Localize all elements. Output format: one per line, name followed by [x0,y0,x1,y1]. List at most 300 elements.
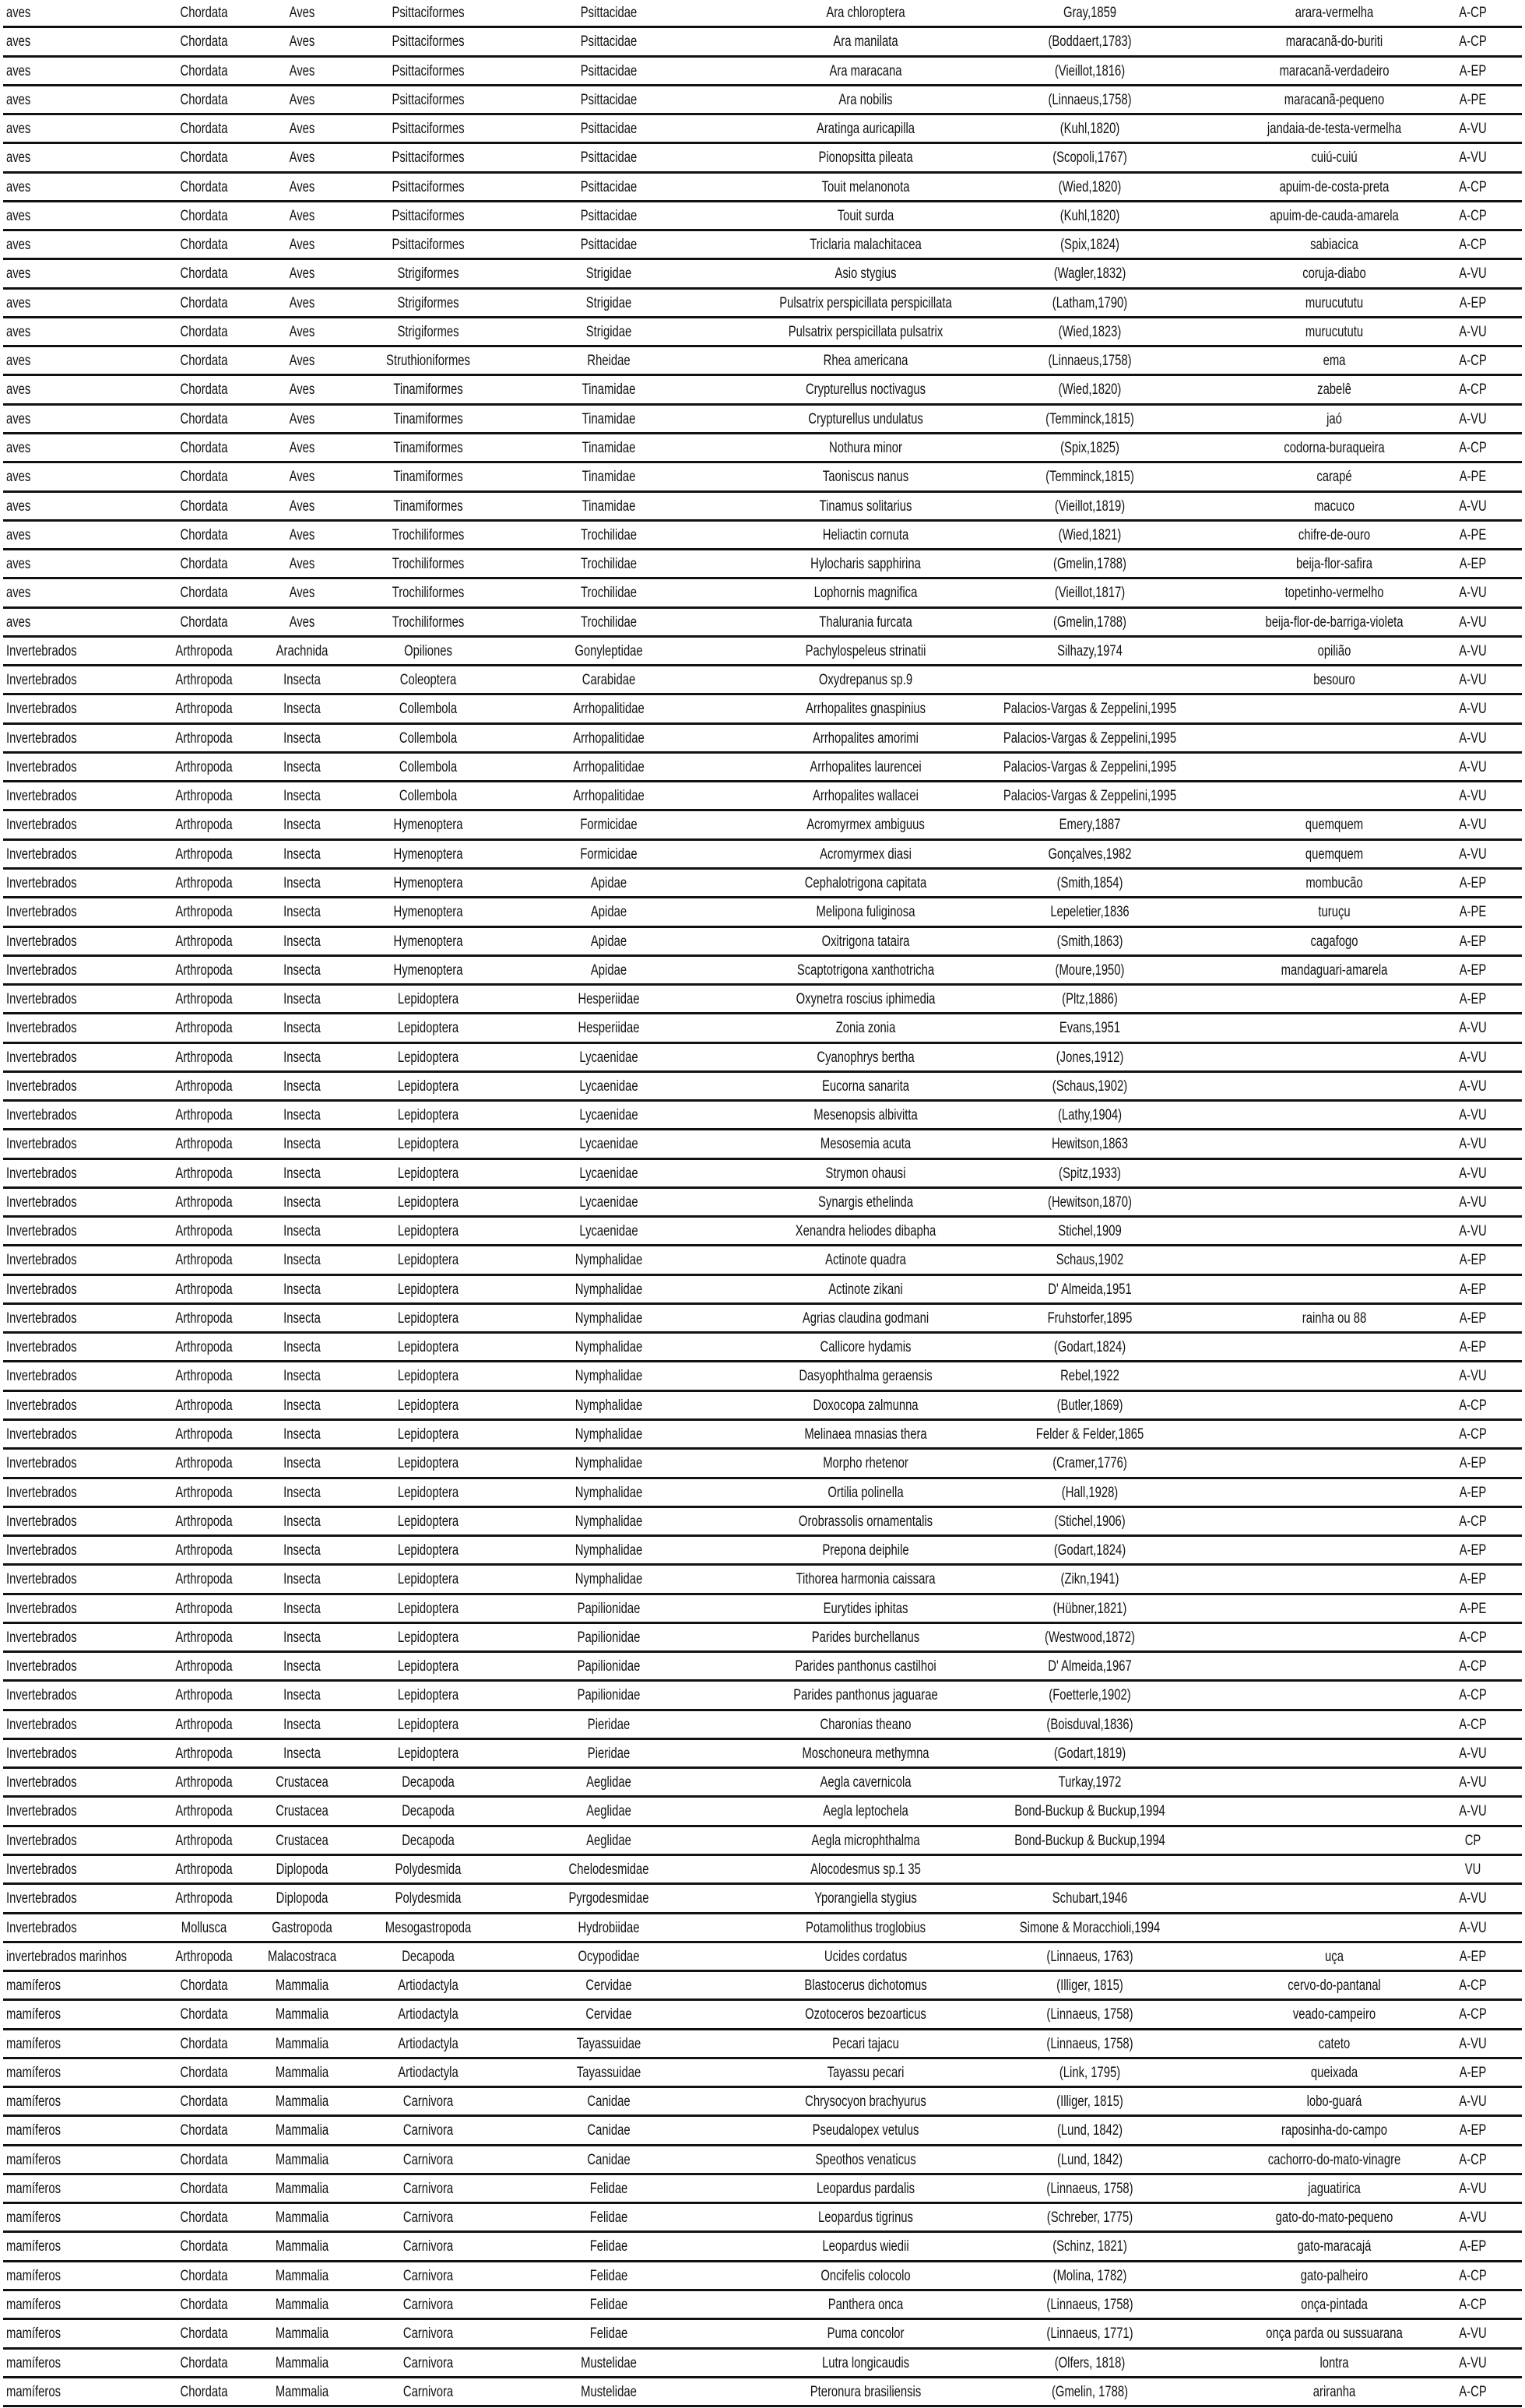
cell-phylum [167,1629,241,1647]
status-text: A-EP [1459,1571,1487,1588]
cell-status [1455,411,1490,428]
author-text: (Vieillot,1817) [1054,585,1126,602]
class-text: Aves [289,178,315,195]
family-text: Apidae [590,961,627,979]
cell-order [395,1803,462,1820]
author-text: (Hewitson,1870) [1048,1193,1132,1211]
family-text: Chelodesmidae [568,1861,649,1878]
class-text: Mammalia [275,2209,329,2227]
family-text: Tinamidae [582,439,636,456]
cell-class [268,2122,336,2139]
species-text: Lutra longicaudis [821,2354,910,2371]
group-text: Invertebrados [6,1803,77,1820]
cell-common-name [1252,208,1417,225]
species-text: Eurytides iphitas [823,1600,908,1617]
cell-group [6,179,37,196]
species-text: Pionopsitta pileata [818,149,913,167]
cell-common-name [1271,585,1398,602]
group-text: Invertebrados [6,1658,77,1675]
cell-order [389,1049,467,1067]
group-text: Invertebrados [6,874,77,891]
phylum-text: Arthropoda [175,1136,233,1153]
cell-family [573,237,645,254]
class-text: Aves [289,121,315,138]
author-text: Hewitson,1863 [1051,1136,1129,1153]
status-text: A-VU [1459,1049,1487,1066]
status-text: A-EP [1459,1542,1487,1559]
cell-family [571,1223,646,1240]
cell-order [389,1194,467,1211]
status-text: A-VU [1459,1136,1487,1153]
table-row [0,1306,1525,1334]
cell-group [6,904,97,921]
cell-status [1455,759,1490,776]
common-name-text: queixada [1310,2064,1358,2081]
class-text: Aves [289,469,315,486]
cell-phylum [174,498,234,515]
cell-species [805,149,926,167]
cell-class [269,643,336,660]
group-text: aves [6,323,31,340]
cell-species [799,1107,932,1124]
cell-author [979,730,1201,747]
class-text: Aves [289,207,315,224]
species-text: Pulsatrix perspicillata pulsatrix [788,323,943,340]
cell-phylum [167,1397,241,1415]
status-text: A-VU [1459,672,1487,689]
cell-status [1455,5,1490,22]
cell-family [567,2065,650,2082]
class-text: Insecta [283,1339,321,1356]
cell-species [817,2065,915,2082]
common-name-text: quemquem [1305,817,1364,834]
cell-species [780,1368,951,1385]
cell-order [389,1571,467,1588]
order-text: Lepidoptera [397,1455,459,1472]
cell-group [6,1252,97,1269]
phylum-text: Chordata [180,237,228,254]
cell-class [286,208,318,225]
cell-class [286,556,318,573]
cell-author [1043,614,1137,631]
cell-order [384,817,473,834]
class-text: Insecta [283,758,321,775]
class-text: Aves [289,497,315,515]
group-text: Invertebrados [6,1281,77,1298]
status-text: VU [1464,1861,1481,1878]
cell-group [6,1803,97,1820]
cell-species [817,1485,915,1502]
cell-status [1456,556,1490,573]
common-name-text: gato-maracajá [1297,2238,1372,2255]
table-row [0,842,1525,870]
order-text: Trochiliformes [392,585,465,602]
cell-common-name [1303,237,1365,254]
species-text: Charonias theano [820,1716,912,1733]
class-text: Insecta [283,817,321,834]
cell-status [1455,2355,1490,2372]
status-text: A-EP [1459,991,1487,1008]
family-text: Nymphalidae [575,1339,643,1356]
family-text: Psittacidae [580,33,638,51]
cell-status [1456,1310,1490,1327]
cell-common-name [1270,92,1399,109]
author-text: (Westwood,1872) [1045,1629,1135,1646]
cell-order [384,469,473,486]
cell-group [6,1861,97,1879]
order-text: Carnivora [402,2180,454,2197]
status-text: A-VU [1459,1165,1487,1182]
cell-class [269,1774,336,1791]
family-text: Lycaenidae [579,1077,638,1095]
cell-group [6,1717,97,1734]
author-text: Rebel,1922 [1060,1368,1119,1385]
class-text: Mammalia [275,2325,329,2343]
cell-author [1041,1136,1139,1153]
cell-family [582,2122,637,2139]
order-text: Carnivora [402,2238,454,2255]
common-name-text: jaó [1326,410,1342,427]
cell-phylum [174,381,234,399]
author-text: (Hübner,1821) [1052,1600,1127,1617]
class-text: Crustacea [276,1774,329,1791]
cell-family [580,324,638,341]
species-text: Pseudalopex vetulus [812,2122,919,2139]
status-text: A-CP [1459,1513,1487,1530]
family-text: Psittacidae [580,178,638,195]
order-text: Trochiliformes [392,526,465,543]
cell-author [1045,498,1135,515]
common-name-text: uça [1325,1948,1344,1965]
cell-species [823,2036,908,2053]
cell-species [811,1601,919,1618]
cell-author [1054,1485,1126,1502]
class-text: Aves [289,613,315,631]
cell-author [1036,33,1143,51]
species-text: Oxitrigona tataira [821,933,910,950]
phylum-text: Arthropoda [175,1745,233,1762]
common-name-text: lobo-guará [1306,2093,1362,2111]
cell-phylum [174,2093,234,2111]
group-text: Invertebrados [6,904,77,921]
cell-author [979,788,1201,805]
cell-species [810,933,922,951]
cell-order [384,381,473,399]
common-name-text: lontra [1319,2354,1349,2371]
group-text: Invertebrados [6,1309,77,1327]
author-text: (Kuhl,1820) [1059,121,1120,138]
cell-group [6,2181,76,2198]
table-row [0,899,1525,928]
group-text: Invertebrados [6,788,77,805]
cell-family [582,1745,636,1763]
common-name-text: maracanã-pequeno [1284,91,1385,108]
family-text: Tinamidae [582,469,636,486]
cell-order [384,962,473,979]
cell-common-name [1297,817,1371,834]
class-text: Insecta [283,1309,321,1327]
order-text: Lepidoptera [397,1107,459,1124]
cell-class [286,614,318,631]
status-text: A-VU [1459,1919,1487,1936]
table-row [0,783,1525,812]
family-text: Carabidae [582,672,636,689]
cell-group [6,1455,97,1472]
phylum-text: Chordata [180,2325,228,2343]
status-text: A-EP [1459,1484,1487,1501]
table-row [0,1363,1525,1392]
species-text: Aegla cavernicola [820,1774,912,1791]
table-row [0,232,1525,261]
cell-group [6,1078,97,1095]
family-text: Psittacidae [580,237,638,254]
cell-class [268,2355,336,2372]
phylum-text: Arthropoda [175,1629,233,1646]
cell-common-name [1281,2006,1387,2023]
cell-order [396,2325,460,2343]
cell-status [1455,1426,1490,1443]
cell-family [572,846,645,863]
cell-order [396,2122,460,2139]
cell-order [389,2065,466,2082]
cell-order [374,353,482,370]
status-text: A-VU [1459,1107,1487,1124]
cell-order [389,1745,467,1763]
order-text: Lepidoptera [397,1049,459,1066]
phylum-text: Chordata [180,178,228,195]
order-text: Psittaciformes [392,91,465,108]
species-text: Ara nobilis [838,91,893,108]
cell-author [1047,1252,1133,1269]
cell-group [6,1687,97,1704]
cell-species [810,469,921,486]
cell-order [396,2355,460,2372]
cell-group [6,1513,97,1531]
class-text: Mammalia [275,2064,329,2081]
status-text: A-VU [1459,758,1487,775]
table-row [0,1944,1525,1973]
cell-family [571,1136,646,1153]
author-text: (Schreber, 1775) [1046,2209,1133,2227]
cell-phylum [174,92,234,109]
phylum-text: Arthropoda [175,1077,233,1095]
order-text: Lepidoptera [397,1687,459,1704]
common-name-text: cervo-do-pantanal [1288,1977,1381,1995]
group-text: aves [6,121,31,138]
family-text: Ocypodidae [578,1948,640,1965]
cell-author [1048,643,1131,660]
group-text: Invertebrados [6,1020,77,1037]
phylum-text: Arthropoda [175,1455,233,1472]
order-text: Polydesmida [395,1890,462,1907]
cell-status [1455,1687,1490,1704]
author-text: Palacios-Vargas & Zeppelini,1995 [1003,788,1177,805]
family-text: Nymphalidae [575,1484,643,1501]
author-text: (Temminck,1815) [1045,410,1134,427]
order-text: Psittaciformes [392,149,465,167]
author-text: Turkay,1972 [1058,1774,1122,1791]
cell-common-name [1249,121,1421,138]
status-text: A-VU [1459,2325,1487,2343]
group-text: aves [6,294,31,311]
phylum-text: Chordata [180,2151,228,2168]
cell-species [810,1078,922,1095]
cell-status [1456,63,1490,80]
status-text: A-CP [1459,2383,1487,2400]
cell-order [381,121,474,138]
cell-group [6,5,37,22]
status-text: A-VU [1459,2209,1487,2227]
cell-author [1044,1745,1136,1763]
group-text: aves [6,91,31,108]
table-row [0,958,1525,986]
cell-order [397,643,459,660]
cell-order [382,527,475,544]
cell-class [268,2006,336,2023]
class-text: Aves [289,353,315,370]
family-text: Formicidae [580,817,638,834]
cell-author [1049,527,1130,544]
cell-phylum [174,585,234,602]
table-row [0,726,1525,754]
table-row [0,1538,1525,1566]
cell-author [1042,1078,1138,1095]
cell-author [1042,1455,1138,1472]
cell-species [790,817,941,834]
family-text: Tinamidae [582,497,636,515]
phylum-text: Arthropoda [175,1223,233,1240]
group-text: Invertebrados [6,1919,77,1936]
cell-class [286,498,318,515]
cell-status [1455,1165,1490,1183]
status-text: A-VU [1459,1223,1487,1240]
cell-family [572,817,645,834]
phylum-text: Arthropoda [175,1890,233,1907]
table-row [0,1973,1525,2002]
author-text: D' Almeida,1967 [1048,1658,1132,1675]
cell-species [810,2355,922,2372]
cell-family [569,991,648,1008]
order-text: Hymenoptera [393,874,463,891]
author-text: (Godart,1824) [1053,1542,1126,1559]
species-text: Strymon ohausi [825,1165,906,1182]
cell-species [806,498,925,515]
family-text: Apidae [590,874,627,891]
cell-common-name [1264,63,1405,80]
author-text: (Wied,1823) [1058,323,1122,340]
common-name-text: codorna-buraqueira [1284,439,1385,456]
common-name-text: cateto [1318,2035,1351,2052]
cell-author [1049,1107,1130,1124]
class-text: Aves [289,5,315,21]
cell-author [1051,2065,1129,2082]
cell-phylum [167,1136,241,1153]
phylum-text: Arthropoda [175,1426,233,1443]
cell-author [1044,1542,1136,1559]
cell-order [384,498,473,515]
cell-family [575,469,643,486]
phylum-text: Chordata [180,91,228,108]
status-text: A-CP [1459,1716,1487,1733]
family-text: Aeglidae [586,1803,631,1820]
cell-author [1050,817,1129,834]
cell-group [6,1601,97,1618]
cell-species [795,1861,936,1879]
cell-status [1455,1803,1490,1820]
family-text: Trochilidae [581,556,637,573]
cell-class [286,237,318,254]
phylum-text: Arthropoda [175,1716,233,1733]
cell-phylum [174,2152,234,2169]
phylum-text: Arthropoda [175,642,233,659]
author-text: Fruhstorfer,1895 [1047,1309,1133,1327]
order-text: Carnivora [402,2122,454,2139]
cell-family [573,5,645,22]
cell-phylum [167,1078,241,1095]
cell-family [582,353,637,370]
cell-group [6,1745,97,1763]
author-text: (Illiger, 1815) [1056,1977,1123,1995]
author-text: (Vieillot,1819) [1054,497,1126,515]
group-text: Invertebrados [6,1716,77,1733]
author-text: (Schinz, 1821) [1052,2238,1127,2255]
author-text: (Stichel,1906) [1054,1513,1126,1530]
cell-species [796,1833,935,1850]
cell-author [993,1833,1186,1850]
cell-order [389,2036,466,2053]
species-text: Parides burchellanus [811,1629,920,1646]
cell-group [6,208,37,225]
cell-phylum [167,1745,241,1763]
order-text: Lepidoptera [397,1513,459,1530]
cell-family [566,1485,652,1502]
cell-group [6,498,37,515]
class-text: Gastropoda [272,1919,332,1936]
class-text: Insecta [283,961,321,979]
order-text: Lepidoptera [397,1193,459,1211]
cell-common-name [1299,2093,1370,2111]
table-row [0,1712,1525,1741]
class-text: Mammalia [275,1977,329,1995]
cell-group [6,1368,97,1385]
family-text: Mustelidae [581,2383,637,2400]
cell-order [396,2384,460,2401]
family-text: Nymphalidae [575,1281,643,1298]
author-text: (Lund, 1842) [1056,2122,1123,2139]
species-text: Actinote quadra [825,1252,906,1269]
author-text: (Linnaeus, 1763) [1046,1948,1133,1965]
table-row [0,1828,1525,1857]
phylum-text: Arthropoda [175,817,233,834]
family-text: Tinamidae [582,410,636,427]
cell-family [585,2238,633,2255]
species-text: Melipona fuliginosa [816,904,915,921]
phylum-text: Arthropoda [175,1165,233,1182]
cell-status [1455,1745,1490,1763]
author-text: (Boisduval,1836) [1046,1716,1133,1733]
cell-order [396,2181,460,2198]
cell-author [1049,324,1130,341]
table-row [0,1509,1525,1538]
cell-phylum [174,527,234,544]
order-text: Strigiformes [397,323,459,340]
group-text: aves [6,469,31,486]
cell-family [580,1774,638,1791]
cell-family [573,556,645,573]
group-text: Invertebrados [6,1339,77,1356]
cell-phylum [174,1977,234,1995]
cell-order [389,1426,467,1443]
